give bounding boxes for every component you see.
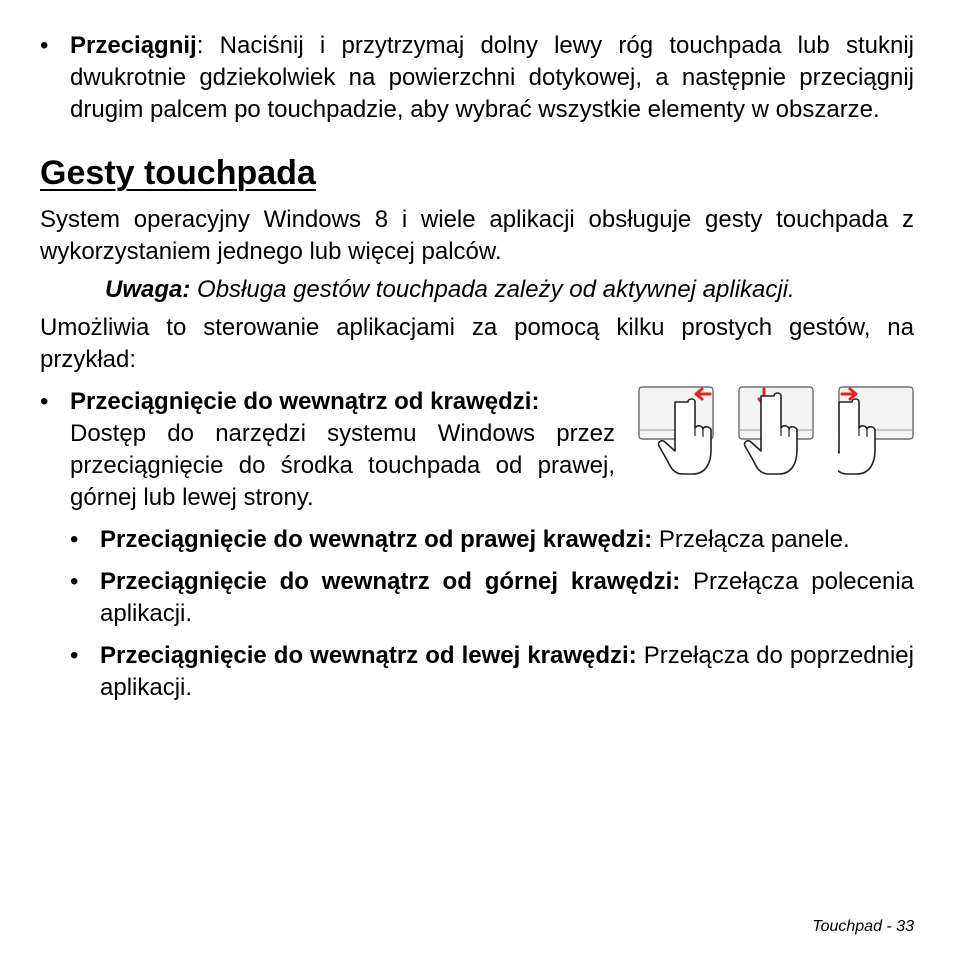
- bullet-edge-swipe: [40, 386, 615, 514]
- gesture-illustrations: [638, 386, 914, 478]
- swipe-from-left-edge-icon: [838, 386, 914, 478]
- swipe-from-top-edge-icon: [738, 386, 814, 478]
- note-text: Obsługa gestów touchpada zależy od aktywnej aplikacji.: [190, 276, 795, 303]
- note-label: Uwaga:: [105, 276, 191, 303]
- bullet-drag-text: [70, 30, 914, 126]
- bullet-glyph: •: [70, 568, 79, 595]
- bullet-drag-term: Przeciągnij: [70, 32, 197, 59]
- sub-bullet-term: Przeciągnięcie do wewnątrz od górnej krawędzi:: [100, 568, 681, 595]
- sub-bullet-top-edge: [40, 566, 914, 630]
- sub-bullet-desc: Przełącza do poprzedniej aplikacji.: [100, 642, 914, 701]
- paragraph-intro: System operacyjny Windows 8 i wiele aplikacji obsługuje gesty touchpada z wykorzystaniem jednego lub więcej palców.: [40, 206, 914, 265]
- document-page: [40, 30, 914, 704]
- sub-bullet-right-edge: [40, 524, 914, 556]
- bullet-drag: [40, 30, 914, 126]
- bullet-edge-swipe-text: [70, 386, 615, 514]
- sub-bullet-text: [100, 524, 914, 556]
- swipe-from-right-edge-icon: [638, 386, 714, 478]
- sub-bullet-left-edge: [40, 640, 914, 704]
- sub-bullet-desc: Przełącza polecenia aplikacji.: [100, 568, 914, 627]
- bullet-glyph: •: [70, 526, 79, 553]
- note: [40, 274, 914, 306]
- page-footer: Touchpad - 33: [812, 918, 914, 935]
- paragraph-gestures: Umożliwia to sterowanie aplikacjami za pomocą kilku prostych gestów, na przykład:: [40, 314, 914, 373]
- bullet-glyph: •: [40, 388, 49, 415]
- edge-swipe-section: [40, 386, 914, 514]
- bullet-drag-desc: : Naciśnij i przytrzymaj dolny lewy róg touchpada lub stuknij dwukrotnie gdziekolwiek na powierzchni dotykowej, a następnie przeciągnij drugim palcem po touchpadzie, aby wybrać wszystkie elementy w obszarze.: [70, 32, 914, 123]
- sub-bullet-term: Przeciągnięcie do wewnątrz od prawej krawędzi:: [100, 526, 653, 553]
- section-heading: Gesty touchpada: [40, 154, 316, 192]
- sub-bullet-text: [100, 566, 914, 630]
- bullet-glyph: •: [70, 642, 79, 669]
- bullet-glyph: •: [40, 32, 49, 59]
- sub-bullet-term: Przeciągnięcie do wewnątrz od lewej krawędzi:: [100, 642, 637, 669]
- sub-bullet-desc: Przełącza panele.: [652, 526, 850, 553]
- bullet-edge-swipe-desc: Dostęp do narzędzi systemu Windows przez przeciągnięcie do środka touchpada od prawej, górnej lub lewej strony.: [70, 420, 615, 511]
- bullet-edge-swipe-term: Przeciągnięcie do wewnątrz od krawędzi:: [70, 388, 540, 415]
- sub-bullet-text: [100, 640, 914, 704]
